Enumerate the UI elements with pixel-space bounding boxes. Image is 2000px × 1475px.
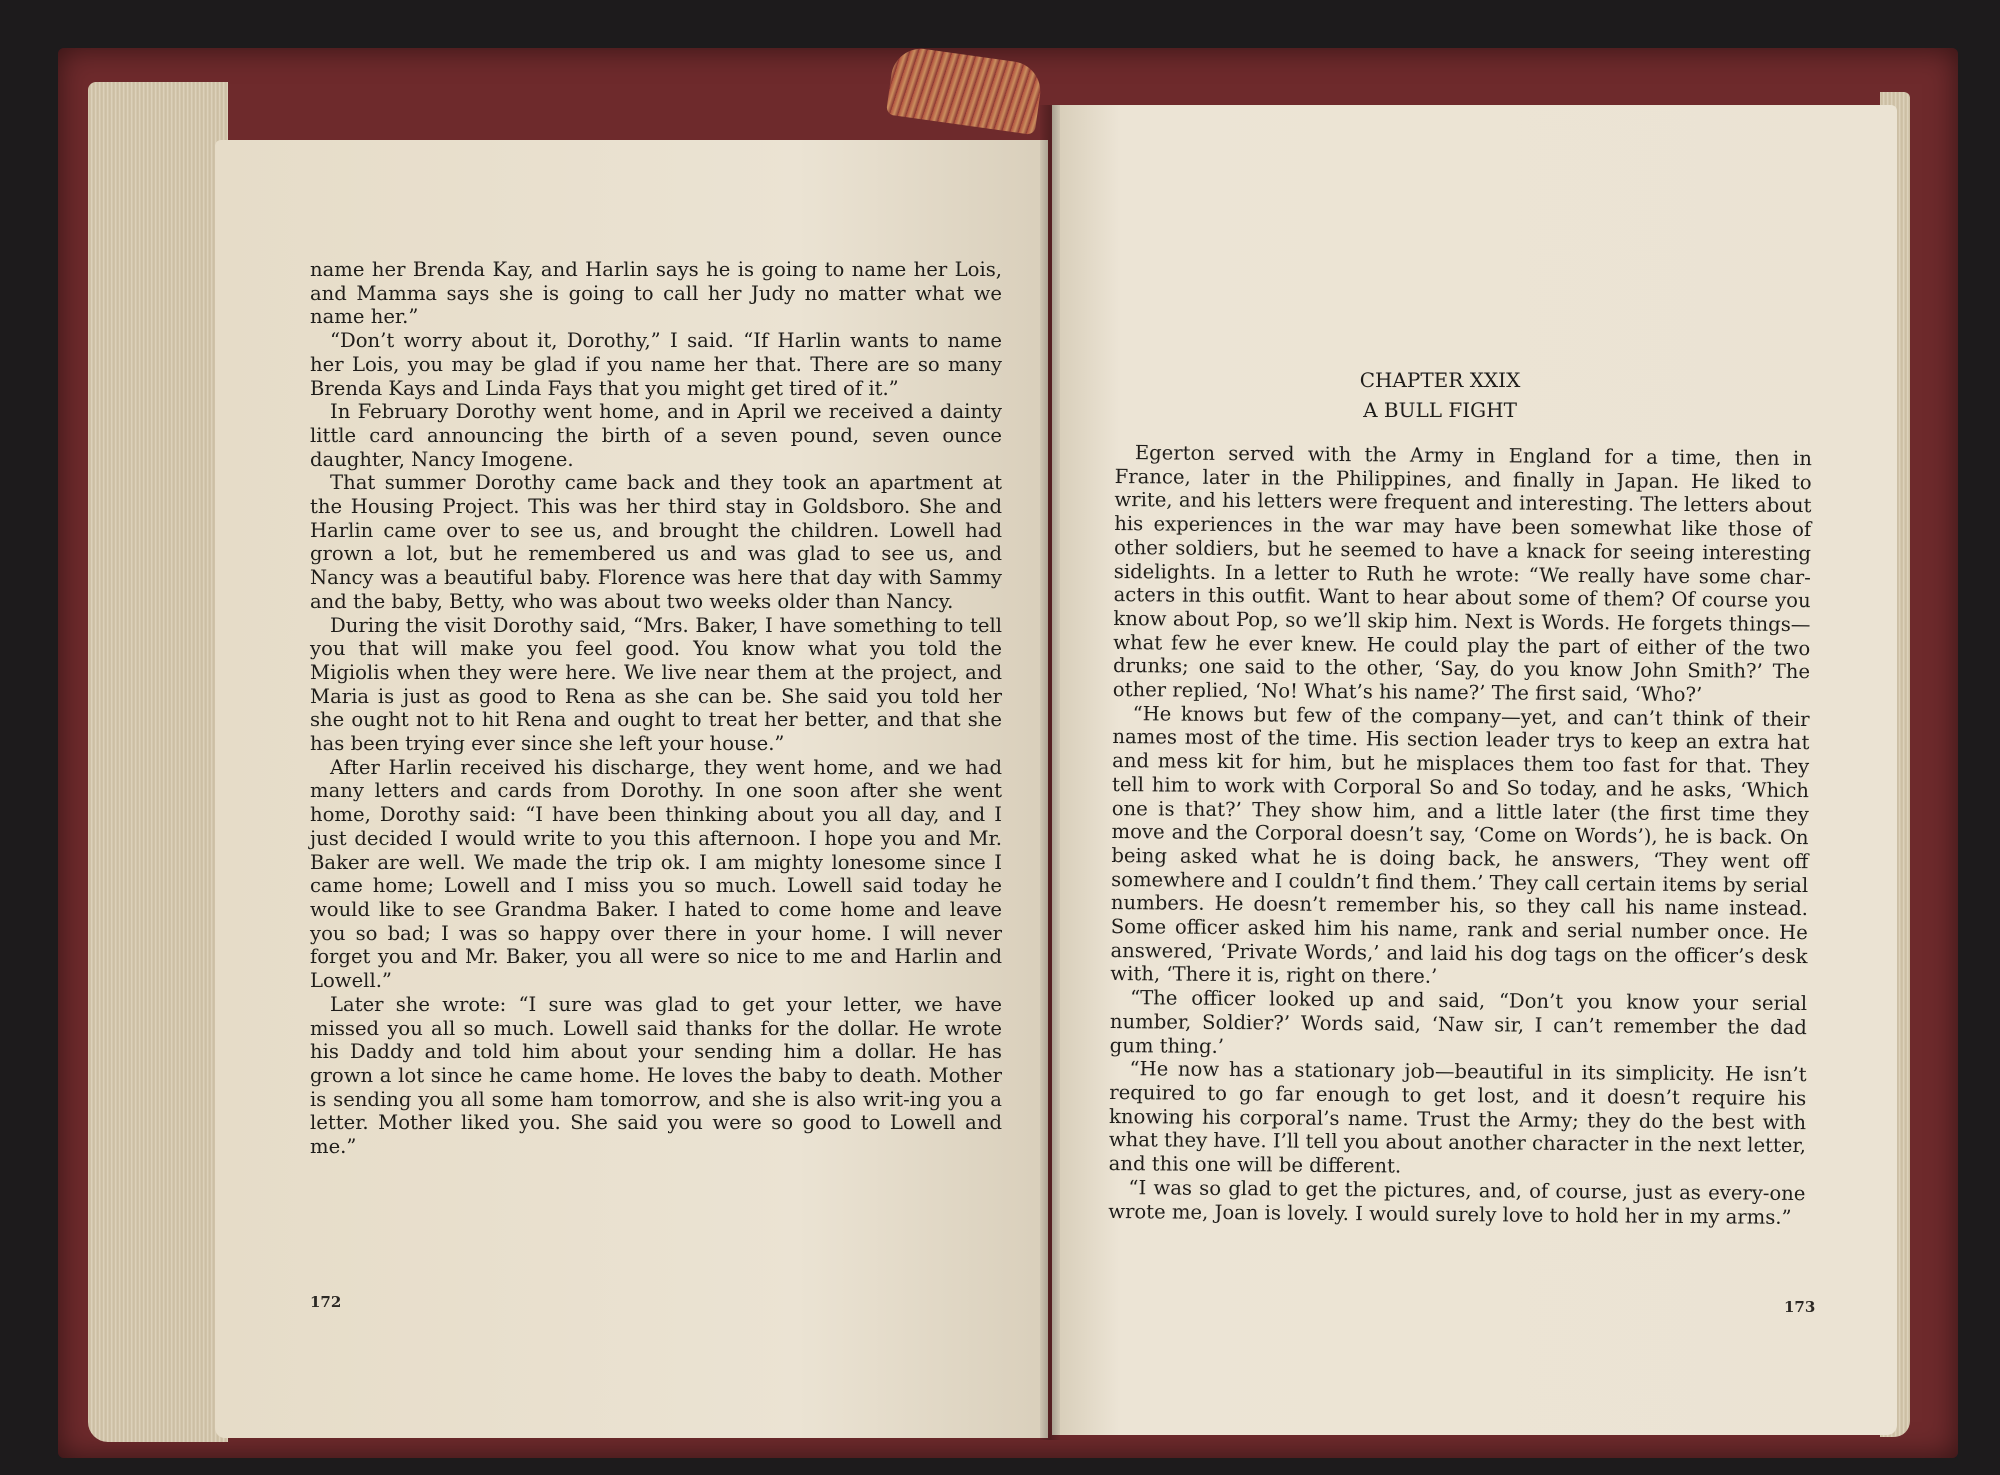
paragraph: In February Dorothy went home, and in April we received a dainty little card announcing the birth of a seven pound, seven ounce daughter, Nancy Imogene. (310, 400, 1002, 471)
page-number-left: 172 (310, 1293, 342, 1311)
paragraph: That summer Dorothy came back and they took an apartment at the Housing Project. This was her third stay in Goldsboro. She and Harlin came over to see us, and brought the children. Lowell had grown a lot, but he remembered us and was glad to see us, and Nancy was a beautiful baby. Florence was here that day with Sammy and the baby, Betty, who was about two weeks older than Nancy. (310, 471, 1002, 613)
paragraph: “He now has a stationary job—beautiful in its simplicity. He isn’t required to go far enough to get lost, and it doesn’t require his knowing his corporal’s name. Trust the Army; they do the best with what they have. I’ll tell you about another character in the next letter, and this one will be different. (1108, 1057, 1807, 1178)
paragraph: Later she wrote: “I sure was glad to get your letter, we have missed you all so much. Lowell said thanks for the dollar. He wrote his Daddy and told him about your sending him a dollar. He has grown a lot since he came home. He loves the baby to death. Mother is sending you all some ham tomorrow, and she is also writ-ing you a letter. Mother liked you. She said you were so good to Lowell and me.” (310, 992, 1002, 1159)
left-page-text (310, 258, 1002, 1159)
paragraph: “He knows but few of the company—yet, and can’t think of their names most of the time. His section leader trys to keep an extra hat and mess kit for him, but he misplaces them too fast for that. They tell him to work with Corporal So and So today, and he asks, ‘Which one is that?’ They show him, and a little later (the first time they move and the Corporal doesn’t say, ‘Come on Words’), he is back. On being asked what he is doing back, he answers, ‘They went off somewhere and I couldn’t find them.’ They call certain items by serial numbers. He doesn’t remember his, so they call his name instead. Some officer asked him his name, rank and serial number once. He answered, ‘Private Words,’ and laid his dog tags on the officer’s desk with, ‘There it is, right on there.’ (1110, 701, 1810, 989)
chapter-number: CHAPTER XXIX (1359, 368, 1521, 392)
paragraph: Egerton served with the Army in England for a time, then in France, later in the Philippines, and finally in Japan. He liked to write, and his letters were frequent and interesting. The letters about his experiences in the war may have been somewhat like those of other soldiers, but he seemed to have a knack for seeing interesting sidelights. In a letter to Ruth he wrote: “We really have some char-acters in this outfit. Want to hear about some of them? Of course you know about Pop, so we’ll skip him. Next is Words. He forgets things—what few he ever knew. He could play the part of either of the two drunks; one said to the other, ‘Say, do you know John Smith?’ The other replied, ‘No! What’s his name?’ The first said, ‘Who?’ (1112, 441, 1812, 707)
paragraph: “Don’t worry about it, Dorothy,” I said. “If Harlin wants to name her Lois, you may be glad if you name her that. There are so many Brenda Kays and Linda Fays that you might get tired of it.” (310, 329, 1002, 400)
paragraph: After Harlin received his discharge, they went home, and we had many letters and cards from Dorothy. In one soon after she went home, Dorothy said: “I have been thinking about you all day, and I just decided I would write to you this afternoon. I hope you and Mr. Baker are well. We made the trip ok. I am mighty lonesome since I came home; Lowell and I miss you so much. Lowell said today he would like to see Grandma Baker. I hated to come home and leave you so bad; I was so happy over there in your home. I will never forget you and Mr. Baker, you all were so nice to me and Harlin and Lowell.” (310, 755, 1002, 993)
paragraph: name her Brenda Kay, and Harlin says he is going to name her Lois, and Mamma says she is going to call her Judy no matter what we name her.” (310, 258, 1002, 329)
book-gutter (1040, 105, 1060, 1440)
page-number-right: 173 (1784, 1298, 1816, 1316)
paragraph: “The officer looked up and said, “Don’t you know your serial number, Soldier?’ Words said, ‘Naw sir, I can’t remember the dad gum thing.’ (1109, 986, 1808, 1058)
paragraph: “I was so glad to get the pictures, and, of course, just as every-one wrote me, Joan is lovely. I would surely love to hold her in my arms.” (1108, 1175, 1806, 1229)
page-edges-left (88, 82, 228, 1442)
right-page-text (1108, 441, 1812, 1229)
chapter-title: A BULL FIGHT (1363, 398, 1517, 422)
paragraph: During the visit Dorothy said, “Mrs. Baker, I have something to tell you that will make you feel good. You know what you told the Migiolis when they were here. We live near them at the project, and Maria is just as good to Rena as she can be. She said you told her she ought not to hit Rena and ought to treat her better, and that she has been trying ever since she left your house.” (310, 613, 1002, 756)
chapter-heading (1290, 365, 1590, 425)
